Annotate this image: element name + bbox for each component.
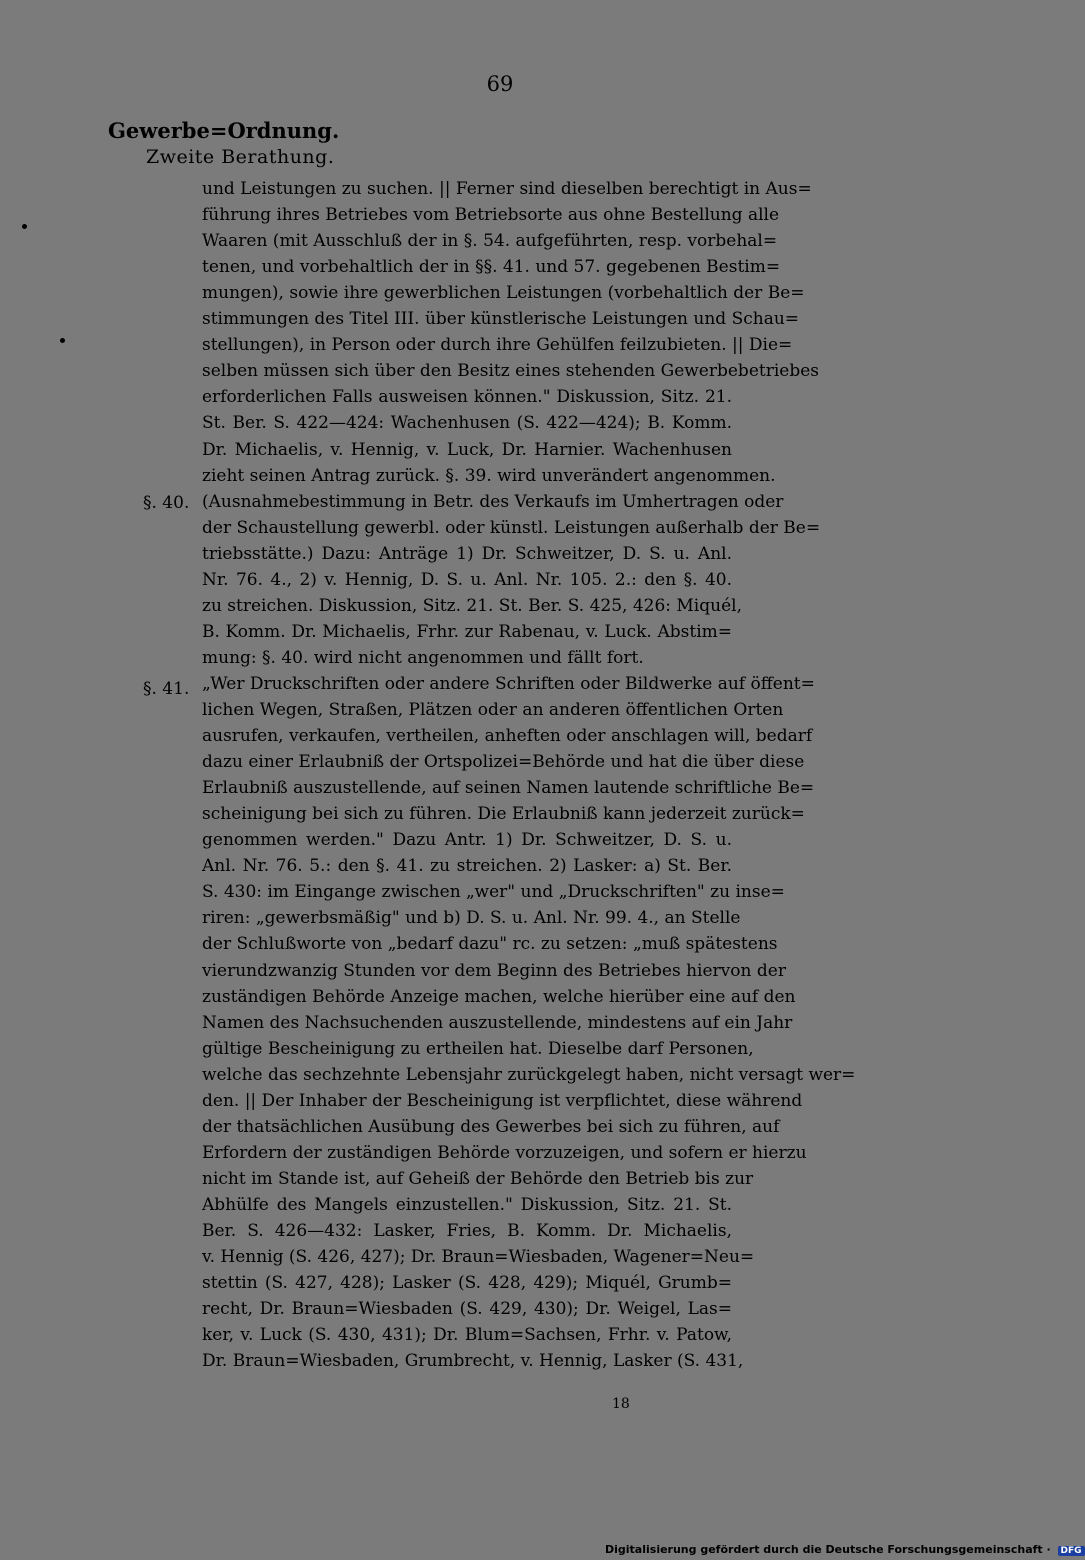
page-number: 69 <box>486 72 514 96</box>
text-line: stimmungen des Titel III. über künstlerische Leistungen und Schau= <box>202 309 800 330</box>
text-line: stettin (S. 427, 428); Lasker (S. 428, 429); Miquél, Grumb= <box>202 1273 732 1294</box>
text-line: St. Ber. S. 422—424: Wachenhusen (S. 422—424); B. Komm. <box>202 413 732 434</box>
text-line: S. 430: im Eingange zwischen „wer" und „Druckschriften" zu inse= <box>202 882 785 903</box>
text-line: zuständigen Behörde Anzeige machen, welche hierüber eine auf den <box>202 986 796 1007</box>
text-line: riren: „gewerbsmäßig" und b) D. S. u. Anl. Nr. 99. 4., an Stelle <box>202 908 741 929</box>
margin-dot <box>60 338 65 343</box>
running-header-title: Gewerbe=Ordnung. <box>108 118 340 143</box>
text-line: Dr. Michaelis, v. Hennig, v. Luck, Dr. Harnier. Wachenhusen <box>202 439 732 460</box>
text-line: Erlaubniß auszustellende, auf seinen Namen lautende schriftliche Be= <box>202 778 815 799</box>
text-line: Abhülfe des Mangels einzustellen." Diskussion, Sitz. 21. St. <box>202 1194 732 1215</box>
text-line: den. || Der Inhaber der Bescheinigung ist verpflichtet, diese während <box>202 1090 803 1111</box>
text-line: lichen Wegen, Straßen, Plätzen oder an anderen öffentlichen Orten <box>202 700 784 720</box>
footer-attribution: Digitalisierung gefördert durch die Deutsche Forschungsgemeinschaft · DFG <box>605 1543 1085 1556</box>
section-label-41: §. 41. <box>143 679 190 699</box>
text-line: vierundzwanzig Stunden vor dem Beginn des Betriebes hiervon der <box>202 960 786 981</box>
text-line: selben müssen sich über den Besitz eines stehenden Gewerbebetriebes <box>202 361 819 382</box>
text-line: B. Komm. Dr. Michaelis, Frhr. zur Rabenau, v. Luck. Abstim= <box>202 621 732 642</box>
dfg-logo: DFG <box>1058 1546 1085 1556</box>
text-line: Namen des Nachsuchenden auszustellende, mindestens auf ein Jahr <box>202 1012 793 1033</box>
section-label-40: §. 40. <box>143 493 190 513</box>
text-line: zu streichen. Diskussion, Sitz. 21. St. Ber. S. 425, 426: Miquél, <box>202 595 742 616</box>
text-line: gültige Bescheinigung zu ertheilen hat. Dieselbe darf Personen, <box>202 1038 754 1059</box>
text-line: und Leistungen zu suchen. || Ferner sind dieselben berechtigt in Aus= <box>202 179 812 199</box>
text-line: „Wer Druckschriften oder andere Schriften oder Bildwerke auf öffent= <box>202 673 815 694</box>
text-line: stellungen), in Person oder durch ihre Gehülfen feilzubieten. || Die= <box>202 335 793 356</box>
text-line: ausrufen, verkaufen, vertheilen, anheften oder anschlagen will, bedarf <box>202 726 813 747</box>
text-line: nicht im Stande ist, auf Geheiß der Behörde den Betrieb bis zur <box>202 1168 754 1189</box>
text-line: Erfordern der zuständigen Behörde vorzuzeigen, und sofern er hierzu <box>202 1142 807 1163</box>
text-line: scheinigung bei sich zu führen. Die Erlaubniß kann jederzeit zurück= <box>202 804 805 825</box>
text-line: welche das sechzehnte Lebensjahr zurückgelegt haben, nicht versagt wer= <box>202 1064 856 1085</box>
text-line: Dr. Braun=Wiesbaden, Grumbrecht, v. Hennig, Lasker (S. 431, <box>202 1351 744 1372</box>
margin-dot <box>22 224 27 229</box>
text-line: triebsstätte.) Dazu: Anträge 1) Dr. Schweitzer, D. S. u. Anl. <box>202 543 732 564</box>
running-header-subtitle: Zweite Berathung. <box>146 146 335 168</box>
text-line: ker, v. Luck (S. 430, 431); Dr. Blum=Sachsen, Frhr. v. Patow, <box>202 1325 732 1346</box>
text-line: v. Hennig (S. 426, 427); Dr. Braun=Wiesbaden, Wagener=Neu= <box>202 1247 755 1268</box>
text-line: dazu einer Erlaubniß der Ortspolizei=Behörde und hat die über diese <box>202 752 805 773</box>
bottom-mark: 18 <box>612 1396 630 1412</box>
text-line: recht, Dr. Braun=Wiesbaden (S. 429, 430); Dr. Weigel, Las= <box>202 1299 732 1320</box>
text-line: Waaren (mit Ausschluß der in §. 54. aufgeführten, resp. vorbehal= <box>202 231 778 252</box>
text-line: (Ausnahmebestimmung in Betr. des Verkaufs im Umhertragen oder <box>202 491 784 512</box>
text-line: führung ihres Betriebes vom Betriebsorte aus ohne Bestellung alle <box>202 205 780 226</box>
text-line: mungen), sowie ihre gewerblichen Leistungen (vorbehaltlich der Be= <box>202 283 805 304</box>
text-line: genommen werden." Dazu Antr. 1) Dr. Schweitzer, D. S. u. <box>202 830 732 851</box>
text-line: Anl. Nr. 76. 5.: den §. 41. zu streichen. 2) Lasker: a) St. Ber. <box>202 856 732 877</box>
text-line: tenen, und vorbehaltlich der in §§. 41. und 57. gegebenen Bestim= <box>202 257 781 278</box>
text-line: erforderlichen Falls ausweisen können." Diskussion, Sitz. 21. <box>202 387 732 408</box>
text-line: der thatsächlichen Ausübung des Gewerbes bei sich zu führen, auf <box>202 1116 780 1137</box>
text-line: Nr. 76. 4., 2) v. Hennig, D. S. u. Anl. Nr. 105. 2.: den §. 40. <box>202 569 732 590</box>
text-line: der Schlußworte von „bedarf dazu" rc. zu setzen: „muß spätestens <box>202 934 778 955</box>
text-line: Ber. S. 426—432: Lasker, Fries, B. Komm. Dr. Michaelis, <box>202 1221 732 1241</box>
text-line: zieht seinen Antrag zurück. §. 39. wird unverändert angenommen. <box>202 465 776 486</box>
footer-text: Digitalisierung gefördert durch die Deutsche Forschungsgemeinschaft <box>605 1543 1043 1556</box>
text-line: der Schaustellung gewerbl. oder künstl. Leistungen außerhalb der Be= <box>202 517 821 538</box>
text-line: mung: §. 40. wird nicht angenommen und fällt fort. <box>202 647 644 668</box>
